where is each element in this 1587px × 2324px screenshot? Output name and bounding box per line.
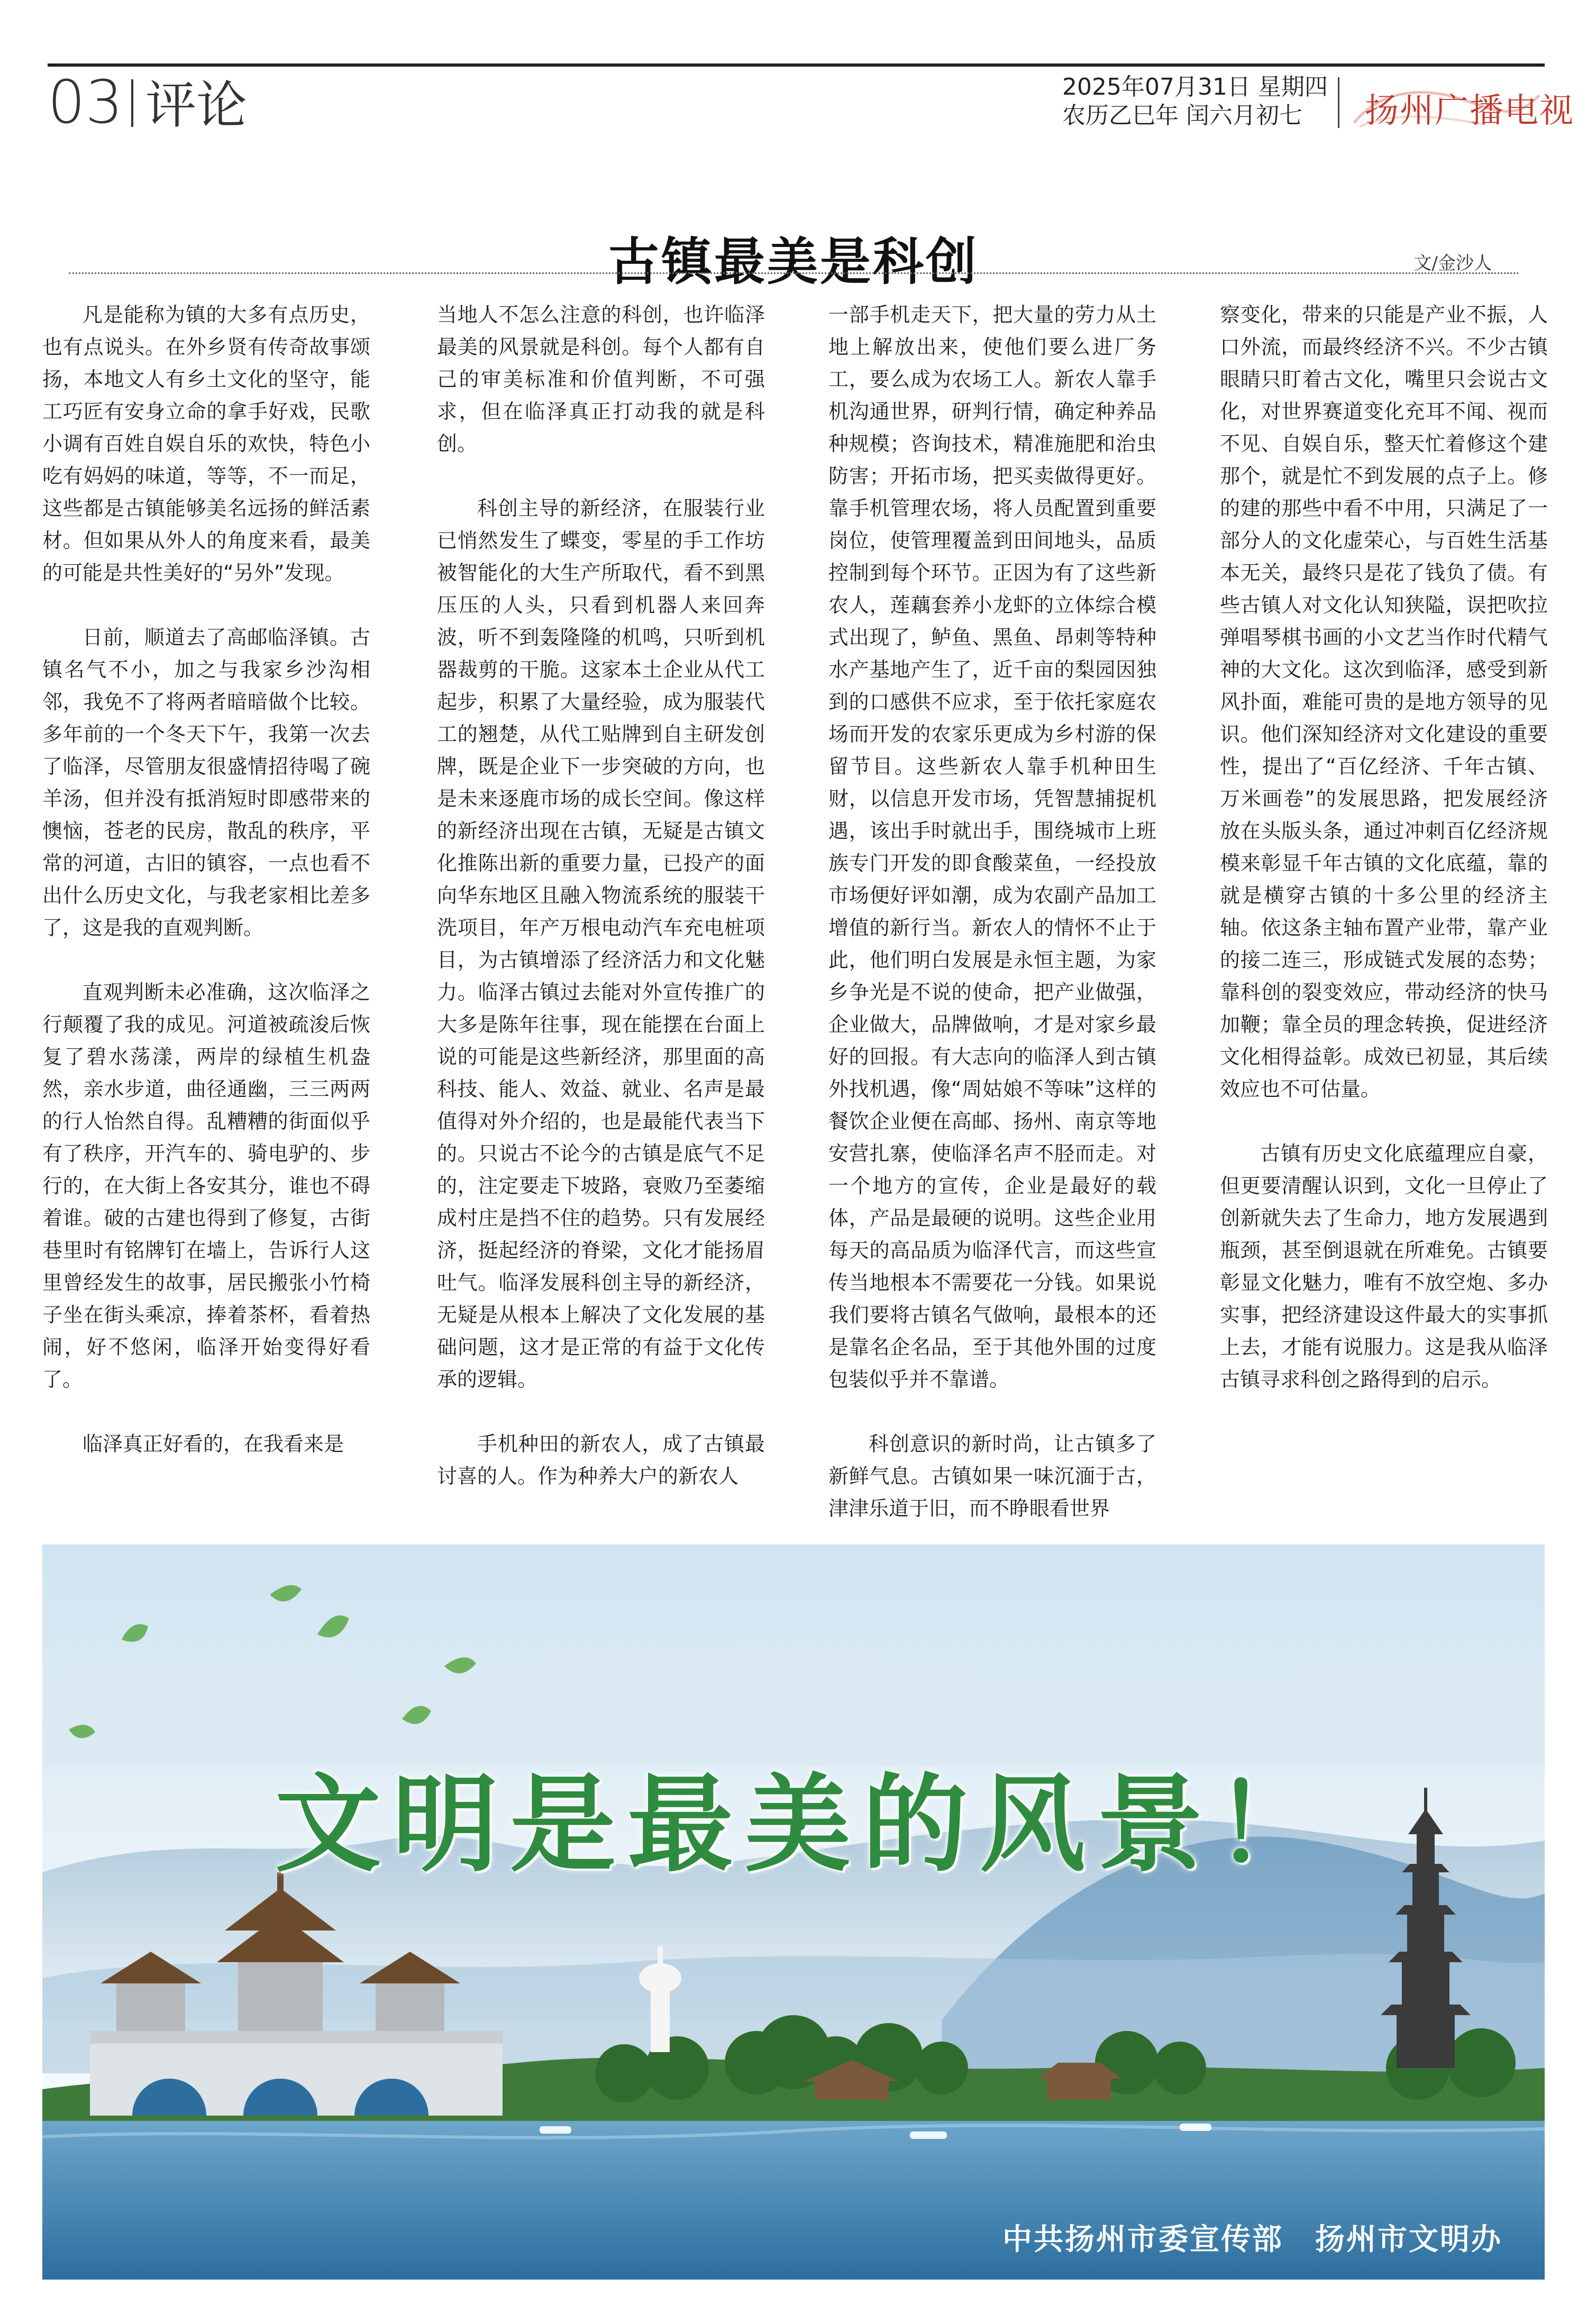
banner-credits	[1002, 2216, 1502, 2258]
paragraph: 直观判断未必准确，这次临泽之行颠覆了我的成见。河道被疏浚后恢复了碧水荡漾，两岸的绿植生机盎然，亲水步道，曲径通幽，三三两两的行人怡然自得。乱糟糟的街面似乎有了秩序，开汽车的、骑电驴的、步行的，在大街上各安其分，谁也不碍着谁。破的古建也得到了修复，古街巷里时有铭牌钉在墙上，告诉行人这里曾经发生的故事，居民搬张小竹椅子坐在街头乘凉，捧着茶杯，看着热闹，好不悠闲，临泽开始变得好看了。	[42, 981, 370, 1391]
header-top-rule	[48, 63, 1545, 67]
brand-name: 扬州广播电视	[1365, 92, 1574, 131]
paragraph: 手机种田的新农人，成了古镇最讨喜的人。作为种养大户的新农人	[437, 1432, 765, 1488]
paragraph: 凡是能称为镇的大多有点历史，也有点说头。在外乡贤有传奇故事颂扬，本地文人有乡土文化的坚守，能工巧匠有安身立命的拿手好戏，民歌小调有百姓自娱自乐的欢快，特色小吃有妈妈的味道，等等，不一而足，这些都是古镇能够美名远扬的鲜活素材。但如果从外人的角度来看，最美的可能是共性美好的“另外”发现。	[42, 303, 370, 584]
paragraph: 日前，顺道去了高邮临泽镇。古镇名气不小，加之与我家乡沙沟相邻，我免不了将两者暗暗做个比较。多年前的一个冬天下午，我第一次去了临泽，尽管朋友很盛情招待喝了碗羊汤，但并没有抵消短时即感带来的懊恼，苍老的民房，散乱的秩序，平常的河道，古旧的镇容，一点也看不出什么历史文化，与我老家相比差多了，这是我的直观判断。	[42, 626, 370, 939]
credit-publicity-department: 中共扬州市委宣传部	[1002, 2222, 1283, 2257]
paragraph: 古镇有历史文化底蕴理应自豪，但更要清醒认识到，文化一旦停止了创新就失去了生命力，地方发展遇到瓶颈，甚至倒退就在所难免。古镇要彰显文化魅力，唯有不放空炮、多办实事，把经济建设这件最大的实事抓上去，才能有说服力。这是我从临泽古镇寻求科创之路得到的启示。	[1220, 1142, 1548, 1391]
credit-civilization-office: 扬州市文明办	[1315, 2222, 1502, 2257]
article-column-2	[437, 299, 765, 1521]
page-header	[48, 63, 1574, 137]
paragraph: 科创主导的新经济，在服装行业已悄然发生了蝶变，零星的手工作坊被智能化的大生产所取代，看不到黑压压的人头，只看到机器人来回奔波，听不到轰隆隆的机鸣，只听到机器裁剪的干脆。这家本土企业从代工起步，积累了大量经验，成为服装代工的翘楚，从代工贴牌到自主研发创牌，既是企业下一步突破的方向，也是未来逐鹿市场的成长空间。像这样的新经济出现在古镇，无疑是古镇文化推陈出新的重要力量，已投产的面向华东地区且融入物流系统的服装干洗项目，年产万根电动汽车充电桩项目，为古镇增添了经济活力和文化魅力。临泽古镇过去能对外宣传推广的大多是陈年往事，现在能摆在台面上说的可能是这些新经济，那里面的高科技、能人、效益、就业、名声是最值得对外介绍的，也是最能代表当下的。只说古不论今的古镇是底气不足的，注定要走下坡路，衰败乃至萎缩成村庄是挡不住的趋势。只有发展经济，挺起经济的脊梁，文化才能扬眉吐气。临泽发展科创主导的新经济，无疑是从根本上解决了文化发展的基础问题，这才是正常的有益于文化传承的逻辑。	[437, 497, 765, 1391]
section-name: 评论	[145, 76, 247, 135]
civilization-banner	[42, 1544, 1545, 2280]
gregorian-date: 2025年07月31日 星期四	[1062, 74, 1328, 100]
page-number: 03	[48, 68, 123, 137]
paragraph: 察变化，带来的只能是产业不振，人口外流，而最终经济不兴。不少古镇眼睛只盯着古文化，嘴里只会说古文化，对世界赛道变化充耳不闻、视而不见、自娱自乐，整天忙着修这个建那个，就是忙不到发展的点子上。修的建的那些中看不中用，只满足了一部分人的文化虚荣心，与百姓生活基本无关，最终只是花了钱负了债。有些古镇人对文化认知狭隘，误把吹拉弹唱琴棋书画的小文艺当作时代精气神的大文化。这次到临泽，感受到新风扑面，难能可贵的是地方领导的见识。他们深知经济对文化建设的重要性，提出了“百亿经济、千年古镇、万米画卷”的发展思路，把发展经济放在头版头条，通过冲刺百亿经济规模来彰显千年古镇的文化底蕴，靠的就是横穿古镇的十多公里的经济主轴。依这条主轴布置产业带，靠产业的接二连三，形成链式发展的态势；靠科创的裂变效应，带动经济的快马加鞭；靠全员的理念转换，促进经济文化相得益彰。成效已初显，其后续效应也不可估量。	[1220, 303, 1548, 1101]
banner-slogan: 文明是最美的风景！	[275, 1762, 1333, 1887]
article-column-1	[42, 299, 370, 1521]
landscape-illustration	[42, 1544, 1545, 2280]
issue-date	[1062, 73, 1328, 130]
paragraph: 科创意识的新时尚，让古镇多了新鲜气息。古镇如果一味沉湎于古，津津乐道于旧，而不睁眼看世界	[828, 1432, 1156, 1520]
title-dotted-rule	[69, 272, 1518, 274]
article-author: 文/金沙人	[1413, 253, 1492, 274]
header-divider	[131, 79, 133, 127]
header-divider-right	[1338, 77, 1339, 128]
article-title: 古镇最美是科创	[608, 232, 979, 292]
paragraph: 一部手机走天下，把大量的劳力从土地上解放出来，使他们要么进厂务工，要么成为农场工人。新农人靠手机沟通世界，研判行情，确定种养品种规模；咨询技术，精准施肥和治虫防害；开拓市场，把买卖做得更好。靠手机管理农场，将人员配置到重要岗位，使管理覆盖到田间地头，品质控制到每个环节。正因为有了这些新农人，莲藕套养小龙虾的立体综合模式出现了，鲈鱼、黑鱼、昂刺等特种水产基地产生了，近千亩的梨园因独到的口感供不应求，至于依托家庭农场而开发的农家乐更成为乡村游的保留节目。这些新农人靠手机种田生财，以信息开发市场，凭智慧捕捉机遇，该出手时就出手，围绕城市上班族专门开发的即食酸菜鱼，一经投放市场便好评如潮，成为农副产品加工增值的新行当。新农人的情怀不止于此，他们明白发展是永恒主题，为家乡争光是不说的使命，把产业做强，企业做大，品牌做响，才是对家乡最好的回报。有大志向的临泽人到古镇外找机遇，像“周姑娘不等味”这样的餐饮企业便在高邮、扬州、南京等地安营扎寨，使临泽名声不胫而走。对一个地方的宣传，企业是最好的载体，产品是最硬的说明。这些企业用每天的高品质为临泽代言，而这些宣传当地根本不需要花一分钱。如果说我们要将古镇名气做响，最根本的还是靠名企名品，至于其他外围的过度包装似乎并不靠谱。	[828, 303, 1156, 1391]
lunar-date: 农历乙巳年 闰六月初七	[1062, 102, 1303, 129]
article-column-4	[1220, 299, 1548, 1521]
article-column-3	[828, 299, 1156, 1521]
brand-logo	[1344, 79, 1574, 132]
paragraph: 临泽真正好看的，在我看来是	[83, 1432, 344, 1456]
paragraph: 当地人不怎么注意的科创，也许临泽最美的风景就是科创。每个人都有自己的审美标准和价值判断，不可强求，但在临泽真正打动我的就是科创。	[437, 303, 765, 455]
